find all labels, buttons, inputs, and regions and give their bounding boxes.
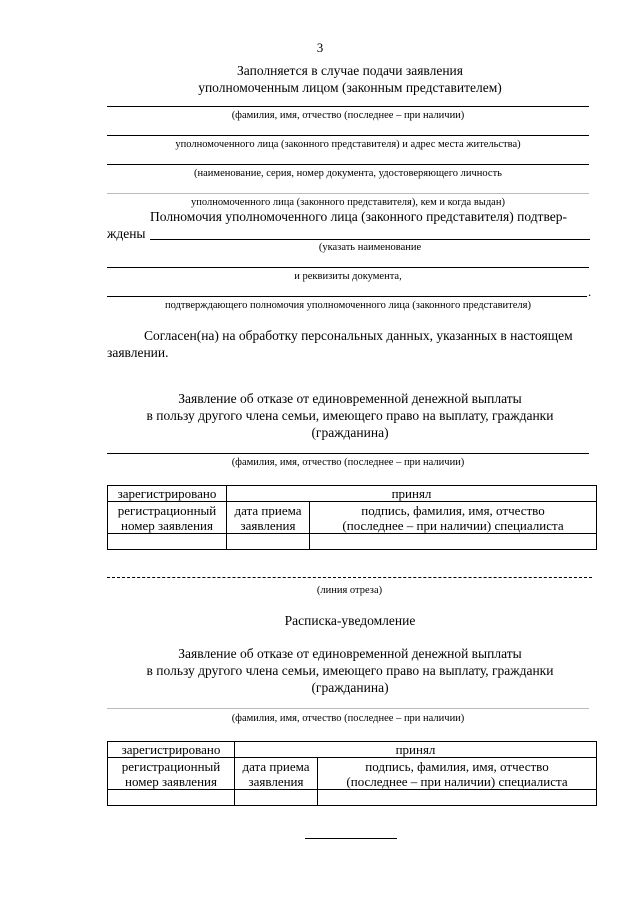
- receipt-registration-table: [107, 741, 597, 806]
- caption-document-2: уполномоченного лица (законного представителя), кем и когда выдан): [191, 197, 505, 208]
- address-fill-line: [107, 135, 589, 136]
- date-header: дата приема заявления: [227, 502, 310, 534]
- powers-fill-line: [150, 239, 590, 240]
- statement1-title-line3: (гражданина): [311, 425, 389, 440]
- caption-confirm: подтверждающего полномочия уполномоченного лица (законного представителя): [164, 300, 531, 311]
- details-fill-line: [107, 267, 589, 268]
- consent-line2: заявлении.: [107, 345, 169, 360]
- confirm-fill-line: [107, 296, 587, 297]
- consent-line1: Согласен(на) на обработку персональных данных, указанных в настоящем: [144, 328, 573, 343]
- receipt-registered-header: зарегистрировано: [108, 742, 235, 758]
- receipt-accepted-header: принял: [235, 742, 597, 758]
- statement1-title-line2: в пользу другого члена семьи, имеющего право на выплату, гражданки: [146, 408, 554, 423]
- document-fill-line: [107, 164, 589, 165]
- powers-line1: Полномочия уполномоченного лица (законного представителя) подтвер-: [150, 209, 567, 224]
- page-number: 3: [316, 40, 324, 55]
- caption-name: (фамилия, имя, отчество (последнее – при наличии): [231, 110, 465, 121]
- cut-line: [107, 577, 592, 578]
- caption-specify: (указать наименование: [318, 242, 422, 253]
- receipt-title-line3: (гражданина): [311, 680, 389, 695]
- statement1-title-line1: Заявление об отказе от единовременной денежной выплаты: [178, 391, 522, 406]
- receipt-date-header: дата приема заявления: [235, 758, 318, 790]
- reg-number-cell[interactable]: [108, 534, 227, 550]
- receipt-title-line1: Заявление об отказе от единовременной денежной выплаты: [178, 646, 522, 661]
- statement1-name-line: [107, 453, 589, 454]
- receipt-date-cell[interactable]: [235, 790, 318, 806]
- registered-header: зарегистрировано: [108, 486, 227, 502]
- statement1-registration-table: [107, 485, 597, 550]
- date-cell[interactable]: [227, 534, 310, 550]
- powers-line2: ждены: [107, 226, 146, 241]
- caption-address: уполномоченного лица (законного представителя) и адрес места жительства): [175, 139, 521, 150]
- receipt-title-line2: в пользу другого члена семьи, имеющего право на выплату, гражданки: [146, 663, 554, 678]
- representative-heading-line1: Заполняется в случае подачи заявления: [237, 63, 463, 78]
- document-fill-line-2: [107, 193, 589, 194]
- receipt-reg-number-cell[interactable]: [108, 790, 235, 806]
- receipt-signature-header: подпись, фамилия, имя, отчество (последнее – при наличии) специалиста: [318, 758, 597, 790]
- cut-line-caption: (линия отреза): [316, 585, 383, 596]
- receipt-name-line: [107, 708, 589, 709]
- reg-number-header: регистрационный номер заявления: [108, 502, 227, 534]
- closing-line: [305, 838, 397, 839]
- receipt-caption-name: (фамилия, имя, отчество (последнее – при наличии): [231, 713, 465, 724]
- name-fill-line: [107, 106, 589, 107]
- receipt-title: Расписка-уведомление: [284, 613, 416, 628]
- receipt-signature-cell[interactable]: [318, 790, 597, 806]
- signature-header: подпись, фамилия, имя, отчество (последнее – при наличии) специалиста: [310, 502, 597, 534]
- caption-details: и реквизиты документа,: [294, 271, 402, 282]
- caption-document: (наименование, серия, номер документа, удостоверяющего личность: [194, 168, 502, 179]
- signature-cell[interactable]: [310, 534, 597, 550]
- representative-heading-line2: уполномоченным лицом (законным представителем): [198, 80, 502, 95]
- statement1-caption-name: (фамилия, имя, отчество (последнее – при наличии): [231, 457, 465, 468]
- accepted-header: принял: [227, 486, 597, 502]
- receipt-reg-number-header: регистрационный номер заявления: [108, 758, 235, 790]
- confirm-dot: .: [588, 284, 592, 299]
